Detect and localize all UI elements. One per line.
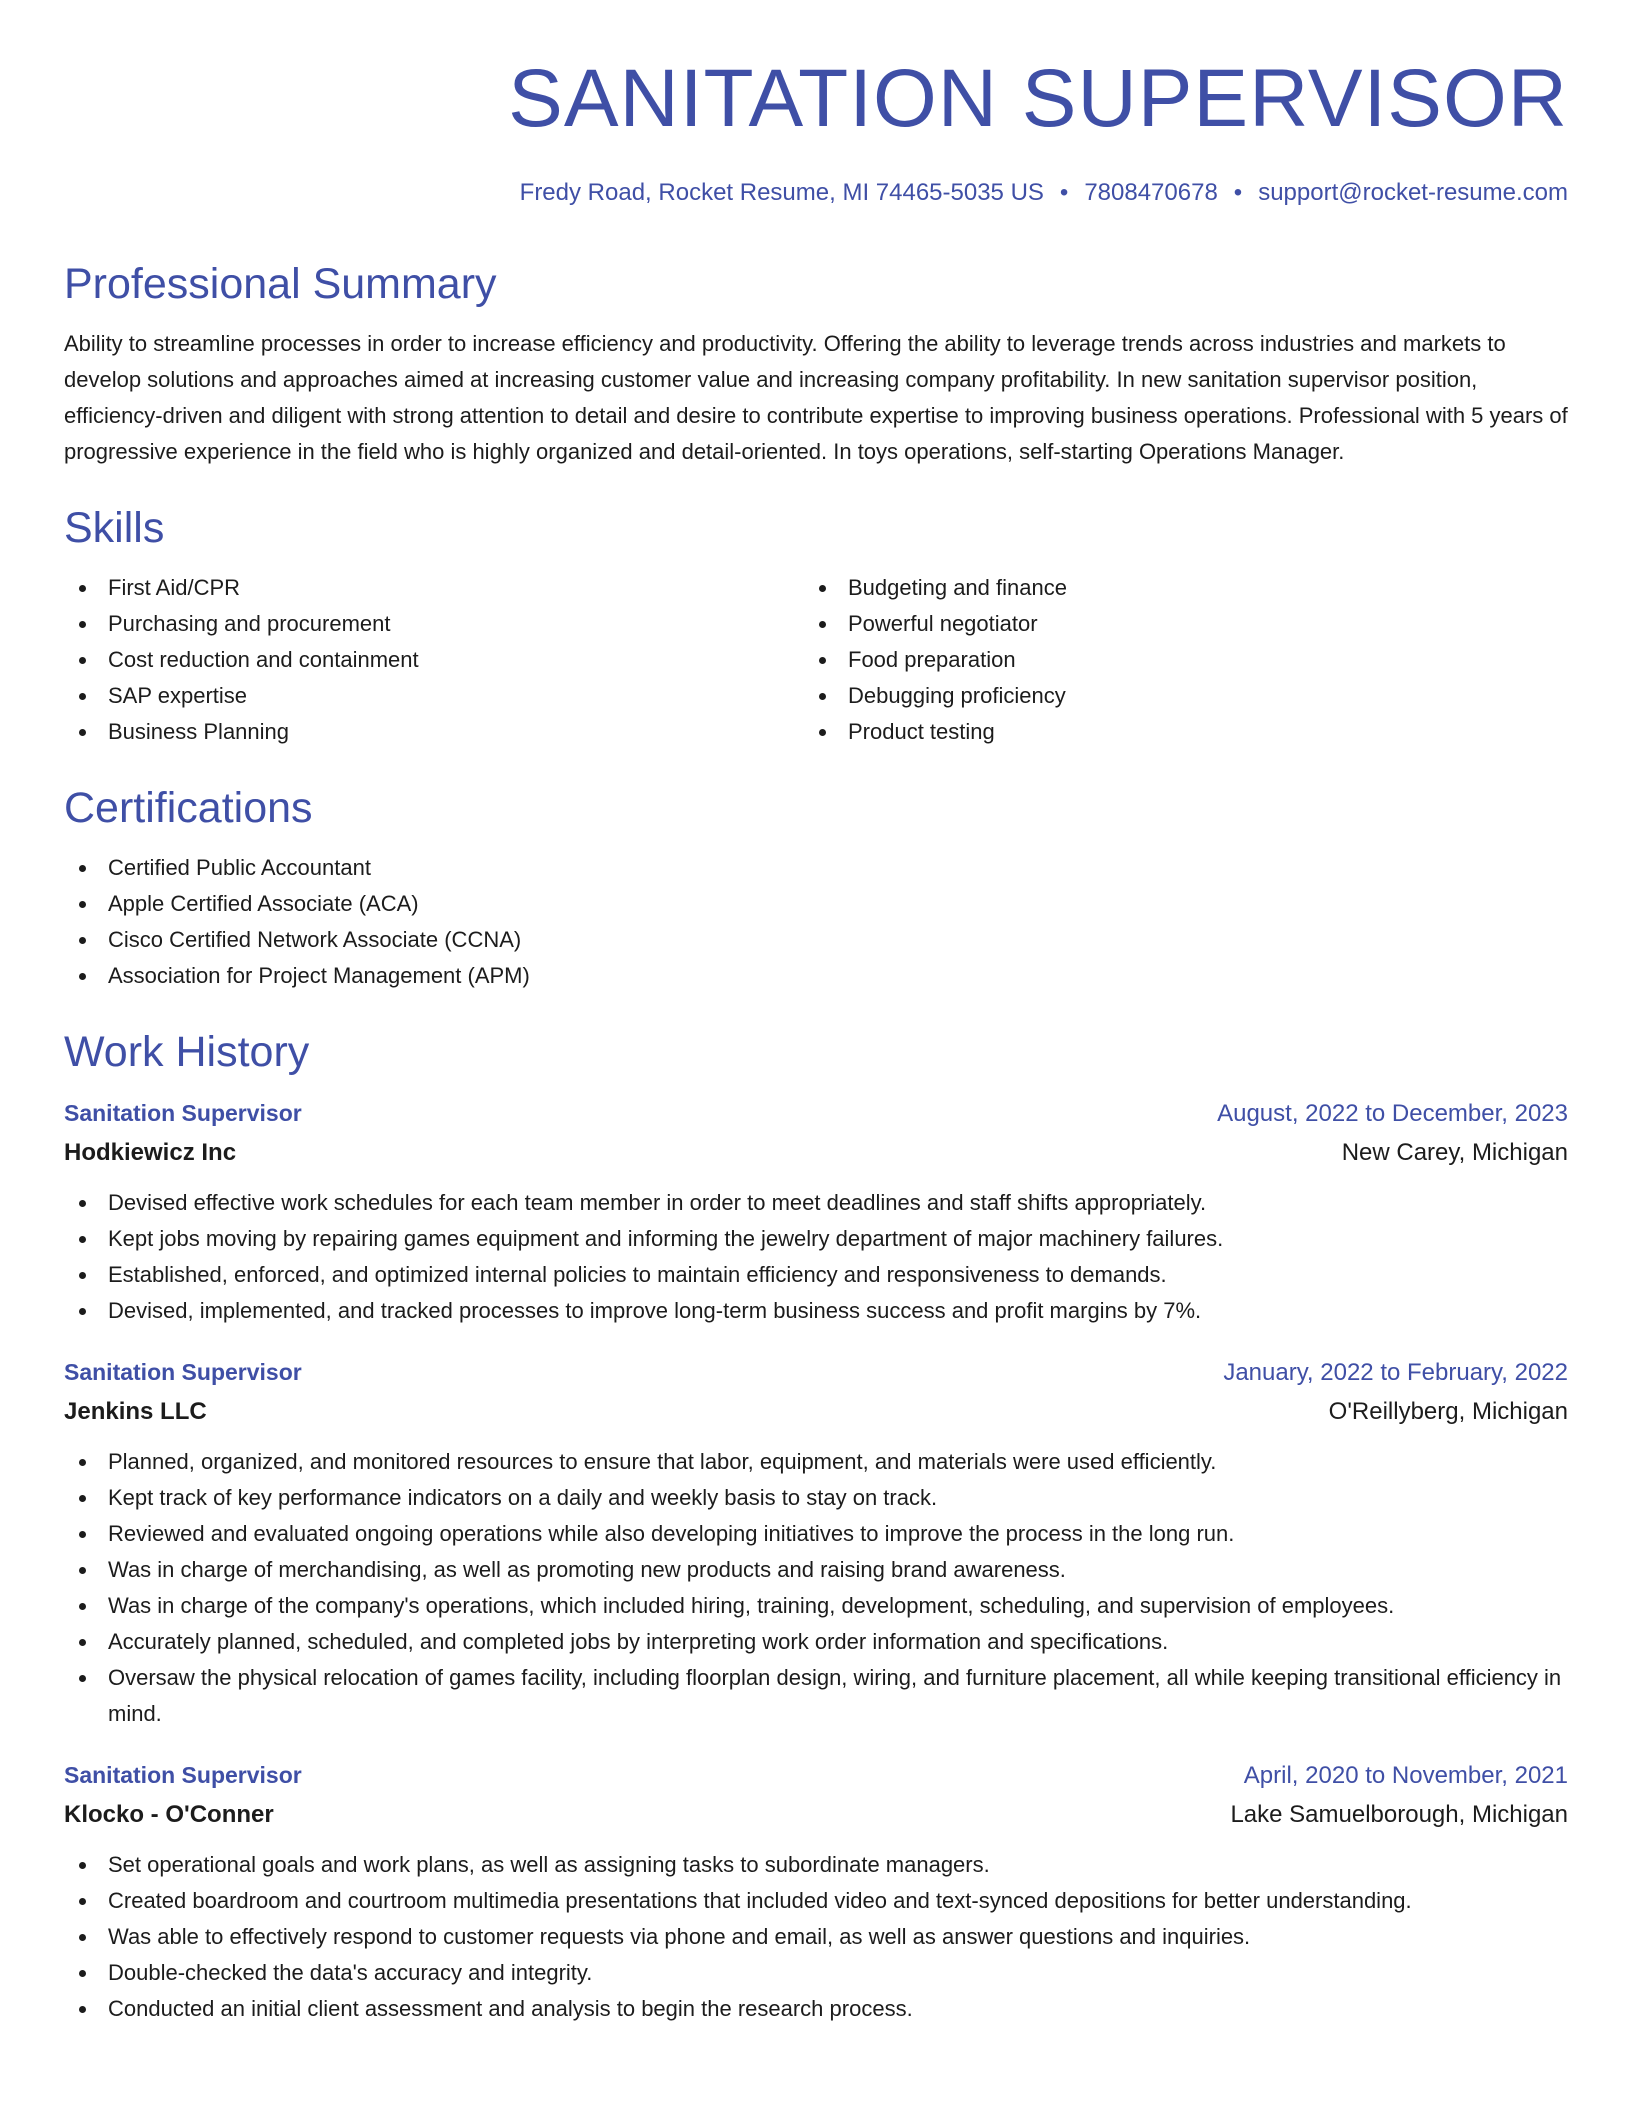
job-company-row: [64, 1392, 1568, 1432]
skill-item: Debugging proficiency: [804, 678, 1544, 714]
job-header-row: [64, 1756, 1568, 1795]
resume-header: [64, 44, 1568, 210]
job-bullet: Set operational goals and work plans, as well as assigning tasks to subordinate managers.: [64, 1847, 1568, 1883]
certification-item: Cisco Certified Network Associate (CCNA): [64, 922, 1568, 958]
contact-phone: 7808470678: [1084, 179, 1218, 206]
contact-email: support@rocket-resume.com: [1258, 179, 1568, 206]
job-bullet: Conducted an initial client assessment and analysis to begin the research process.: [64, 1991, 1568, 2027]
job-bullet: Reviewed and evaluated ongoing operations while also developing initiatives to improve the process in the long run.: [64, 1516, 1568, 1552]
section-heading-work-history: Work History: [64, 1028, 310, 1076]
job-bullet: Oversaw the physical relocation of games facility, including floorplan design, wiring, and furniture placement, all while keeping transitional efficiency in mind.: [64, 1660, 1568, 1732]
job-dates: January, 2022 to February, 2022: [1223, 1359, 1568, 1386]
job-header-row: [64, 1094, 1568, 1133]
job-bullet: Devised effective work schedules for each team member in order to meet deadlines and staff shifts appropriately.: [64, 1185, 1568, 1221]
contact-address: Fredy Road, Rocket Resume, MI 74465-5035 US: [519, 179, 1044, 206]
job-dates: April, 2020 to November, 2021: [1243, 1762, 1568, 1789]
job-dates: August, 2022 to December, 2023: [1217, 1100, 1568, 1127]
job-bullet: Planned, organized, and monitored resources to ensure that labor, equipment, and materials were used efficiently.: [64, 1444, 1568, 1480]
skill-item: First Aid/CPR: [64, 570, 804, 606]
job-bullets: [64, 1847, 1568, 2027]
job-company-row: [64, 1133, 1568, 1173]
summary-text: Ability to streamline processes in order to increase efficiency and productivity. Offering the ability to leverage trends across industries and markets to develop solutions and approaches aimed at increasing customer value and increasing company profitability. In new sanitation supervisor position, efficiency-driven and diligent with strong attention to detail and desire to contribute expertise to improving business operations. Professional with 5 years of progressive experience in the field who is highly organized and detail-oriented. In toys operations, self-starting Operations Manager.: [64, 331, 1568, 464]
job-entry: [64, 1094, 1568, 1329]
job-bullet: Was in charge of the company's operations, which included hiring, training, development, scheduling, and supervision of employees.: [64, 1588, 1568, 1624]
summary-section: [64, 256, 1568, 470]
job-company: Hodkiewicz Inc: [64, 1139, 237, 1166]
job-entry: [64, 1756, 1568, 2027]
job-title: Sanitation Supervisor: [64, 1359, 302, 1385]
skill-item: Cost reduction and containment: [64, 642, 804, 678]
job-bullet: Devised, implemented, and tracked processes to improve long-term business success and profit margins by 7%.: [64, 1293, 1568, 1329]
job-company: Klocko - O'Conner: [64, 1801, 274, 1828]
certifications-section: [64, 780, 1568, 994]
certification-item: Certified Public Accountant: [64, 850, 1568, 886]
contact-line: [64, 176, 1568, 210]
job-bullet: Accurately planned, scheduled, and completed jobs by interpreting work order information and specifications.: [64, 1624, 1568, 1660]
work-history-section: [64, 1024, 1568, 2027]
job-bullet: Kept jobs moving by repairing games equipment and informing the jewelry department of major machinery failures.: [64, 1221, 1568, 1257]
skills-grid: [64, 570, 1568, 750]
section-heading-summary: Professional Summary: [64, 260, 497, 308]
job-company-row: [64, 1795, 1568, 1835]
job-header-row: [64, 1353, 1568, 1392]
job-entry: [64, 1353, 1568, 1732]
job-bullets: [64, 1185, 1568, 1329]
job-location: O'Reillyberg, Michigan: [1328, 1398, 1568, 1425]
section-heading-certifications: Certifications: [64, 784, 313, 832]
job-location: New Carey, Michigan: [1341, 1139, 1568, 1166]
skill-item: Product testing: [804, 714, 1544, 750]
job-location: Lake Samuelborough, Michigan: [1230, 1801, 1568, 1828]
job-title: Sanitation Supervisor: [64, 1100, 302, 1126]
certifications-list: [64, 850, 1568, 994]
skill-item: Purchasing and procurement: [64, 606, 804, 642]
job-bullet: Established, enforced, and optimized internal policies to maintain efficiency and responsiveness to demands.: [64, 1257, 1568, 1293]
resume-title: SANITATION SUPERVISOR: [508, 53, 1568, 144]
skills-list-left: [64, 570, 804, 750]
skill-item: Powerful negotiator: [804, 606, 1544, 642]
skill-item: Food preparation: [804, 642, 1544, 678]
skill-item: Business Planning: [64, 714, 804, 750]
job-company: Jenkins LLC: [64, 1398, 207, 1425]
certification-item: Association for Project Management (APM): [64, 958, 1568, 994]
skill-item: SAP expertise: [64, 678, 804, 714]
contact-separator: •: [1233, 179, 1243, 206]
job-bullet: Was in charge of merchandising, as well as promoting new products and raising brand awareness.: [64, 1552, 1568, 1588]
job-bullet: Was able to effectively respond to customer requests via phone and email, as well as answer questions and inquiries.: [64, 1919, 1568, 1955]
skills-section: [64, 500, 1568, 750]
section-heading-skills: Skills: [64, 504, 165, 552]
certification-item: Apple Certified Associate (ACA): [64, 886, 1568, 922]
contact-separator: •: [1059, 179, 1069, 206]
job-bullet: Created boardroom and courtroom multimedia presentations that included video and text-synced depositions for better understanding.: [64, 1883, 1568, 1919]
job-bullets: [64, 1444, 1568, 1732]
skills-list-right: [804, 570, 1544, 750]
job-bullet: Kept track of key performance indicators on a daily and weekly basis to stay on track.: [64, 1480, 1568, 1516]
job-title: Sanitation Supervisor: [64, 1762, 302, 1788]
skill-item: Budgeting and finance: [804, 570, 1544, 606]
job-bullet: Double-checked the data's accuracy and integrity.: [64, 1955, 1568, 1991]
